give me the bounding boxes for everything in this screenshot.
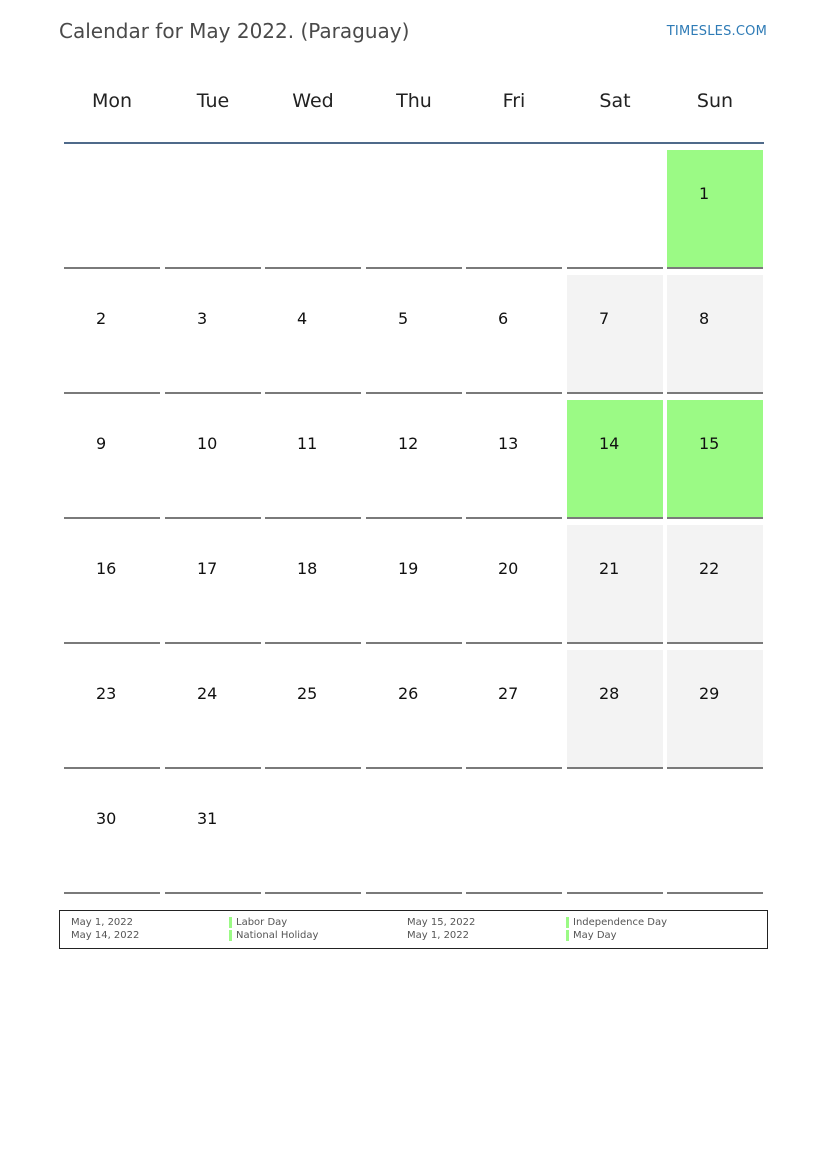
day-number: 14 (599, 434, 620, 453)
day-cell (466, 275, 562, 394)
day-number: 27 (498, 684, 519, 703)
weekday-label: Thu (396, 90, 432, 112)
day-number: 4 (297, 309, 308, 328)
day-cell (567, 275, 663, 394)
legend-names-left (229, 916, 318, 942)
legend-holiday-name: Labor Day (229, 916, 318, 929)
weekday-label: Sun (696, 90, 734, 112)
day-cell (567, 650, 663, 769)
day-number: 9 (96, 434, 107, 453)
day-cell (165, 775, 261, 894)
day-number: 22 (699, 559, 720, 578)
legend-date: May 1, 2022 (407, 930, 470, 941)
day-number: 31 (197, 809, 218, 828)
day-cell (667, 150, 763, 269)
empty-cell (265, 775, 361, 894)
legend-names-right (566, 916, 667, 942)
day-number: 28 (599, 684, 620, 703)
day-number: 29 (699, 684, 720, 703)
empty-cell (64, 150, 160, 269)
day-cell (466, 650, 562, 769)
empty-cell (265, 150, 361, 269)
day-cell (265, 650, 361, 769)
site-link[interactable]: TIMESLES.COM (666, 24, 767, 39)
day-number: 24 (197, 684, 218, 703)
weekday-label: Wed (292, 90, 334, 112)
empty-cell (366, 775, 462, 894)
weekday-header (64, 90, 764, 120)
day-cell (667, 400, 763, 519)
day-number: 15 (699, 434, 720, 453)
day-number: 2 (96, 309, 107, 328)
empty-cell (466, 775, 562, 894)
day-cell (667, 275, 763, 394)
day-cell (366, 275, 462, 394)
day-cell (265, 525, 361, 644)
day-number: 30 (96, 809, 117, 828)
legend-date: May 1, 2022 (71, 917, 134, 928)
empty-cell (165, 150, 261, 269)
day-cell (165, 275, 261, 394)
legend-dates-left (71, 916, 139, 942)
day-number: 13 (498, 434, 519, 453)
page-title: Calendar for May 2022. (Paraguay) (59, 19, 410, 43)
day-cell (366, 650, 462, 769)
day-cell (466, 400, 562, 519)
day-cell (165, 400, 261, 519)
day-cell (265, 275, 361, 394)
day-number: 12 (398, 434, 419, 453)
legend-dates-right (407, 916, 475, 942)
day-cell (466, 525, 562, 644)
day-cell (165, 650, 261, 769)
header-divider (64, 142, 764, 144)
legend-date: May 15, 2022 (407, 917, 476, 928)
weekday-label: Sat (599, 90, 631, 112)
day-cell (567, 525, 663, 644)
day-cell (265, 400, 361, 519)
day-cell (567, 400, 663, 519)
empty-cell (567, 775, 663, 894)
legend-date: May 14, 2022 (71, 930, 140, 941)
day-number: 5 (398, 309, 409, 328)
day-cell (64, 400, 160, 519)
day-number: 26 (398, 684, 419, 703)
empty-cell (667, 775, 763, 894)
day-cell (366, 525, 462, 644)
day-number: 10 (197, 434, 218, 453)
day-cell (64, 525, 160, 644)
weekday-label: Tue (196, 90, 230, 112)
day-cell (667, 650, 763, 769)
empty-cell (567, 150, 663, 269)
empty-cell (466, 150, 562, 269)
day-number: 11 (297, 434, 318, 453)
empty-cell (366, 150, 462, 269)
holiday-legend (59, 910, 768, 949)
day-number: 7 (599, 309, 610, 328)
day-number: 3 (197, 309, 208, 328)
day-number: 1 (699, 184, 710, 203)
day-number: 23 (96, 684, 117, 703)
day-cell (667, 525, 763, 644)
day-cell (64, 775, 160, 894)
day-cell (64, 650, 160, 769)
weekday-label: Fri (502, 90, 526, 112)
day-number: 25 (297, 684, 318, 703)
day-number: 17 (197, 559, 218, 578)
day-number: 20 (498, 559, 519, 578)
day-cell (64, 275, 160, 394)
day-number: 21 (599, 559, 620, 578)
day-cell (366, 400, 462, 519)
day-number: 16 (96, 559, 117, 578)
legend-holiday-name: May Day (566, 929, 667, 942)
day-cell (165, 525, 261, 644)
legend-holiday-name: Independence Day (566, 916, 667, 929)
day-number: 18 (297, 559, 318, 578)
day-number: 6 (498, 309, 509, 328)
legend-holiday-name: National Holiday (229, 929, 318, 942)
day-number: 8 (699, 309, 710, 328)
weekday-label: Mon (91, 90, 133, 112)
day-number: 19 (398, 559, 419, 578)
